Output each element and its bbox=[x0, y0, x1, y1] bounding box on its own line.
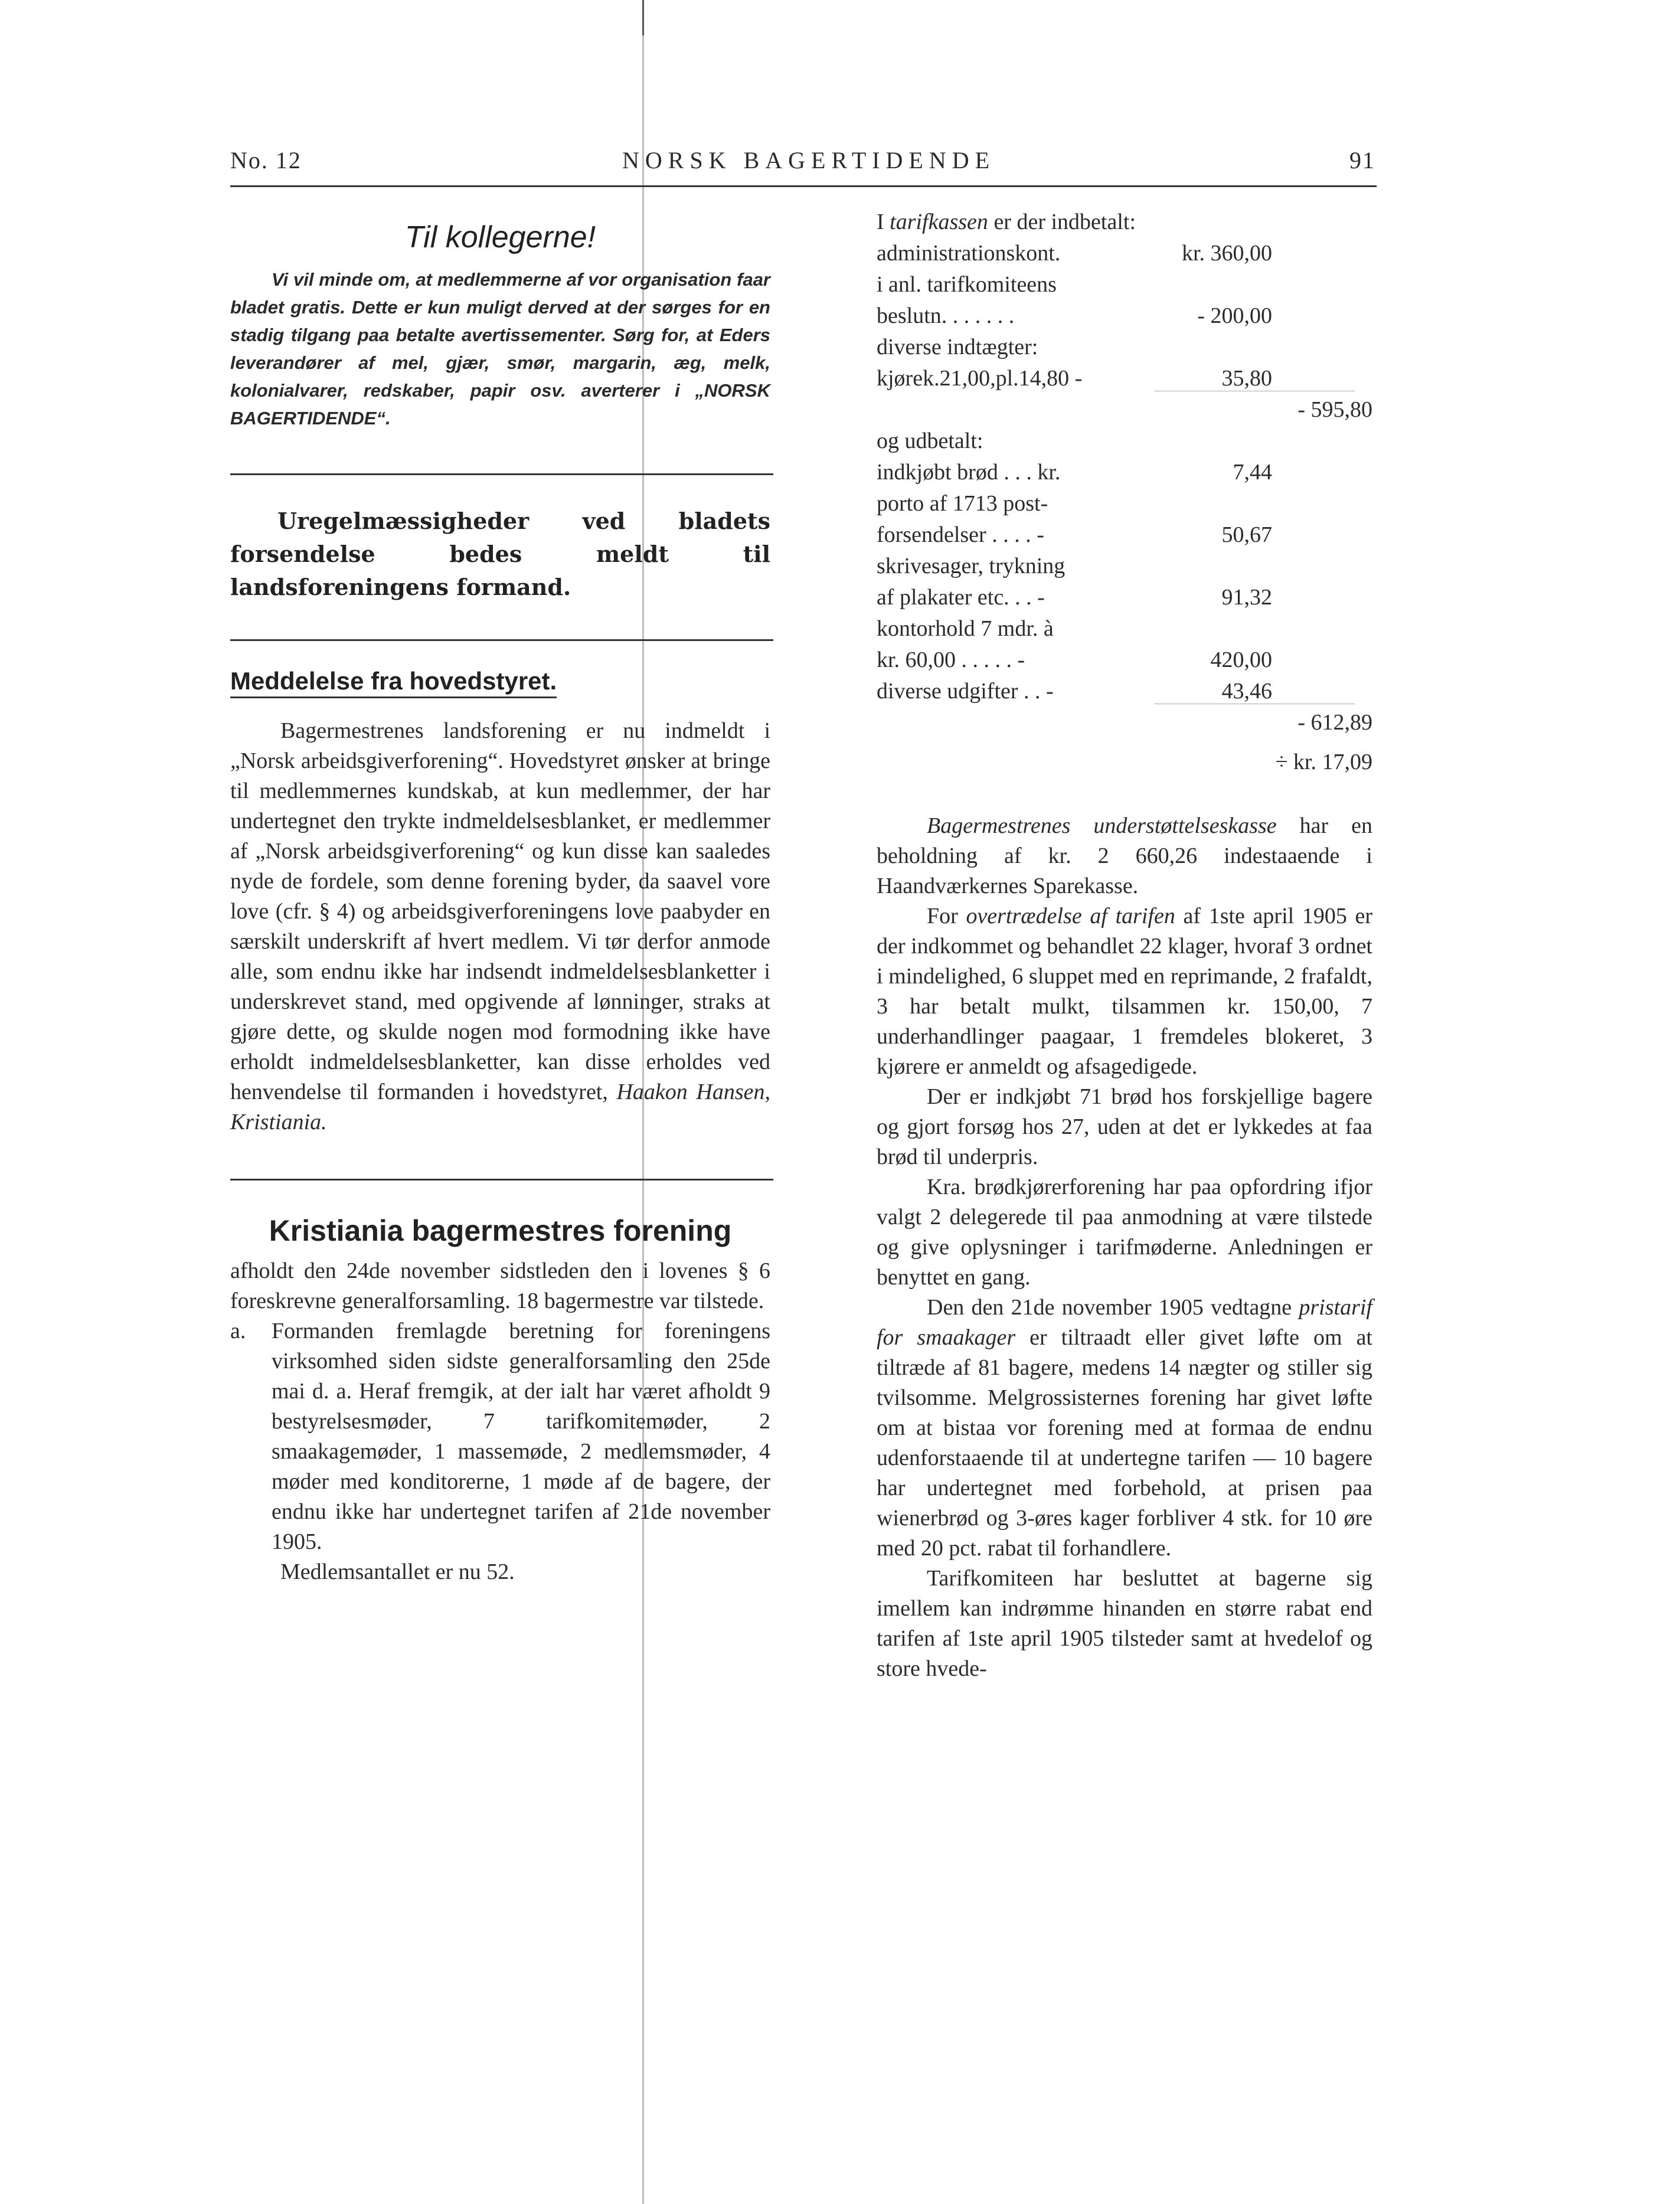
account-label: skrivesager, trykning bbox=[877, 554, 1065, 578]
violations-pre: For bbox=[927, 904, 958, 928]
accounts-intro-em: tarifkassen bbox=[890, 210, 988, 234]
account-label: forsendelser . . . . - bbox=[877, 522, 1044, 547]
kristiania-intro: afholdt den 24de november sidstleden den i lovenes § 6 foreskrevne generalforsamling. 18 bagermestre var tilstede. bbox=[230, 1258, 770, 1313]
account-amount: - 200,00 bbox=[1197, 303, 1272, 328]
account-row bbox=[877, 363, 1372, 394]
account-label: administrationskont. bbox=[877, 241, 1061, 266]
board-article bbox=[230, 716, 770, 1137]
irregularities-notice bbox=[230, 505, 770, 604]
account-total: - 612,89 bbox=[1297, 710, 1372, 735]
right-column bbox=[877, 207, 1372, 1684]
account-amount: 43,46 bbox=[1221, 679, 1272, 704]
account-amount bbox=[1154, 613, 1272, 645]
account-row bbox=[877, 645, 1372, 676]
accounts-intro-pre: I bbox=[877, 210, 884, 234]
account-amount bbox=[1154, 707, 1272, 738]
board-signature: Haakon Hansen, Kristiania. bbox=[230, 1080, 770, 1134]
right-article bbox=[877, 811, 1372, 1684]
account-amount: 91,32 bbox=[1221, 585, 1272, 610]
account-amount bbox=[1154, 394, 1272, 426]
account-total bbox=[1272, 269, 1372, 300]
irregularities-text: Uregelmæssigheder ved bladets forsendelse bedes meldt til landsforeningens formand. bbox=[230, 508, 770, 600]
violations-em: overtrædelse af tarifen bbox=[966, 904, 1175, 928]
account-total bbox=[1272, 551, 1372, 582]
price-tariff-em: pristarif for smaakager bbox=[877, 1295, 1372, 1350]
account-row bbox=[877, 332, 1372, 363]
account-label: diverse udgifter . . - bbox=[877, 679, 1054, 704]
account-amount: kr. 360,00 bbox=[1181, 241, 1272, 266]
account-total bbox=[1272, 645, 1372, 676]
account-total bbox=[1272, 676, 1372, 707]
account-row bbox=[877, 300, 1372, 332]
account-amount bbox=[1154, 269, 1272, 300]
account-row bbox=[877, 582, 1372, 613]
balance-value: ÷ kr. 17,09 bbox=[1275, 750, 1372, 774]
account-amount: 7,44 bbox=[1233, 460, 1272, 485]
notice-title: Til kollegerne! bbox=[404, 220, 596, 254]
account-amount bbox=[1154, 488, 1272, 519]
board-heading: Meddelelse fra hovedstyret. bbox=[230, 667, 557, 698]
tariff-committee-text: Tarifkomiteen har besluttet at bagerne sig imellem kan indrømme hinanden en større rabat end tarifen af 1ste april 1905 tilsteder samt at hvedelof og store hvede- bbox=[877, 1566, 1372, 1681]
header-rule bbox=[230, 185, 1377, 187]
account-total bbox=[1272, 582, 1372, 613]
balance-row bbox=[877, 747, 1372, 778]
account-total bbox=[1272, 300, 1372, 332]
account-label: beslutn. . . . . . . bbox=[877, 303, 1015, 328]
drivers-union-text: Kra. brødkjørerforening har paa opfordring ifjor valgt 2 delegerede til paa anmodning at være tilstede og give oplysninger i tarifmøderne. Anledningen er benyttet en gang. bbox=[877, 1175, 1372, 1290]
account-row bbox=[877, 269, 1372, 300]
account-label: kjørek.21,00,pl.14,80 - bbox=[877, 366, 1083, 391]
account-total bbox=[1272, 613, 1372, 645]
account-label: porto af 1713 post- bbox=[877, 491, 1048, 516]
paid-label: og udbetalt: bbox=[877, 429, 983, 453]
page-number: 91 bbox=[1349, 147, 1375, 174]
account-row bbox=[877, 707, 1372, 738]
notice-body: Vi vil minde om, at medlemmerne af vor organisation faar bladet gratis. Dette er kun muligt derved at der sørges for en stadig tilgang paa betalte avertissementer. Sørg for, at Eders leverandører af mel, gjær, smør, margarin, æg, melk, kolonialvarer, redskaber, papir osv. averterer i „NORSK BAGERTIDENDE“. bbox=[230, 269, 770, 429]
account-label: i anl. tarifkomiteens bbox=[877, 272, 1057, 297]
account-total bbox=[1272, 332, 1372, 363]
item-marker: a. bbox=[230, 1319, 246, 1343]
account-label: diverse indtægter: bbox=[877, 335, 1038, 359]
account-label: kr. 60,00 . . . . . - bbox=[877, 648, 1025, 672]
kristiania-article bbox=[230, 1256, 770, 1587]
accounts-table bbox=[877, 207, 1372, 778]
account-total bbox=[1272, 457, 1372, 488]
account-label bbox=[877, 707, 1154, 738]
account-row bbox=[877, 613, 1372, 645]
account-amount bbox=[1154, 332, 1272, 363]
account-total: - 595,80 bbox=[1297, 397, 1372, 422]
account-row bbox=[877, 457, 1372, 488]
accounts-intro bbox=[877, 207, 1372, 238]
price-tariff-pre: Den den 21de november 1905 vedtagne bbox=[927, 1295, 1292, 1320]
account-total bbox=[1272, 519, 1372, 551]
account-row bbox=[877, 676, 1372, 707]
members-count: Medlemsantallet er nu 52. bbox=[280, 1559, 515, 1584]
account-total bbox=[1272, 238, 1372, 269]
account-row bbox=[877, 394, 1372, 426]
kristiania-heading: Kristiania bagermestres forening bbox=[269, 1214, 732, 1247]
accounts-intro-post: er der indbetalt: bbox=[993, 210, 1136, 234]
support-fund-text: har en beholdning af kr. 2 660,26 indestaaende i Haandværkernes Sparekasse. bbox=[877, 813, 1373, 898]
support-fund-name: Bagermestrenes understøttelseskasse bbox=[927, 813, 1277, 838]
income-rows bbox=[877, 238, 1372, 426]
bread-purchase-text: Der er indkjøbt 71 brød hos forskjellige bagere og gjort forsøg hos 27, uden at det er lykkedes at faa brød til underpris. bbox=[877, 1084, 1372, 1169]
left-column bbox=[230, 207, 770, 1587]
item-text: Formanden fremlagde beretning for foreningens virksomhed siden sidste generalforsamling den 25de mai d. a. Heraf fremgik, at der ialt har været afholdt 9 bestyrelsesmøder, 7 tarifkomitemøder, 2 smaakagemøder, 1 massemøde, 2 medlemsmøder, 4 møder med konditorerne, 1 møde af de bagere, der endnu ikke har undertegnet tarifen af 21de november 1905. bbox=[272, 1319, 770, 1554]
account-amount bbox=[1154, 551, 1272, 582]
account-label: kontorhold 7 mdr. à bbox=[877, 616, 1054, 641]
fold-line bbox=[642, 0, 644, 35]
account-label: af plakater etc. . . - bbox=[877, 585, 1045, 610]
account-amount: 420,00 bbox=[1210, 648, 1272, 672]
account-total bbox=[1272, 363, 1372, 394]
notice-box bbox=[230, 266, 770, 432]
account-row bbox=[877, 519, 1372, 551]
account-row bbox=[877, 551, 1372, 582]
kristiania-item-a bbox=[230, 1316, 770, 1557]
account-row bbox=[877, 238, 1372, 269]
masthead-title: NORSK BAGERTIDENDE bbox=[622, 147, 996, 174]
expense-rows bbox=[877, 457, 1372, 738]
price-tariff-text: er tiltraadt eller givet løfte om at tiltræde af 81 bagere, medens 14 nægter og stiller sig tvilsomme. Melgrossisternes forening har givet løfte om at bistaa vor forening med at formaa de endnu udenforstaaende til at undertegne tarifen — 10 bagere har undertegnet med forbehold, at prisen paa wienerbrød og 3-øres kager forbliver 4 stk. for 10 øre med 20 pct. rabat til forhandlere. bbox=[877, 1325, 1372, 1561]
issue-number: No. 12 bbox=[230, 147, 302, 174]
paid-label-row bbox=[877, 426, 1372, 457]
account-label bbox=[877, 394, 1154, 426]
account-row bbox=[877, 488, 1372, 519]
violations-text: af 1ste april 1905 er der indkommet og behandlet 22 klager, hvoraf 3 ordnet i mindelighed, 6 sluppet med en reprimande, 2 frafaldt, 3 har betalt mulkt, tilsammen kr. 150,00, 7 underhandlinger paagaar, 1 fremdeles blokeret, 3 kjørere er anmeldt og afsagedigede. bbox=[877, 904, 1372, 1079]
account-label: indkjøbt brød . . . kr. bbox=[877, 460, 1061, 485]
account-amount: 50,67 bbox=[1221, 522, 1272, 547]
board-body: Bagermestrenes landsforening er nu indmeldt i „Norsk arbeidsgiverforening“. Hovedstyret ønsker at bringe til medlemmernes kundskab, at kun medlemmer, der har undertegnet den trykte indmeldelsesblanket, er medlemmer af „Norsk arbeidsgiverforening“ og kun disse kan saaledes nyde de fordele, som denne forening byder, da saavel vore love (cfr. § 4) og arbeidsgiverforeningens love paabyder en særskilt underskrift af hvert medlem. Vi tør derfor anmode alle, som endnu ikke har indsendt indmeldelsesblanketter i underskrevet stand, med opgivende af lønninger, straks at gjøre dette, og skulde nogen mod formodning ikke have erholdt indmeldelsesblanketter, kan disse erholdes ved henvendelse til formanden i hovedstyret, bbox=[230, 718, 770, 1104]
account-total bbox=[1272, 488, 1372, 519]
account-amount: 35,80 bbox=[1221, 366, 1272, 391]
